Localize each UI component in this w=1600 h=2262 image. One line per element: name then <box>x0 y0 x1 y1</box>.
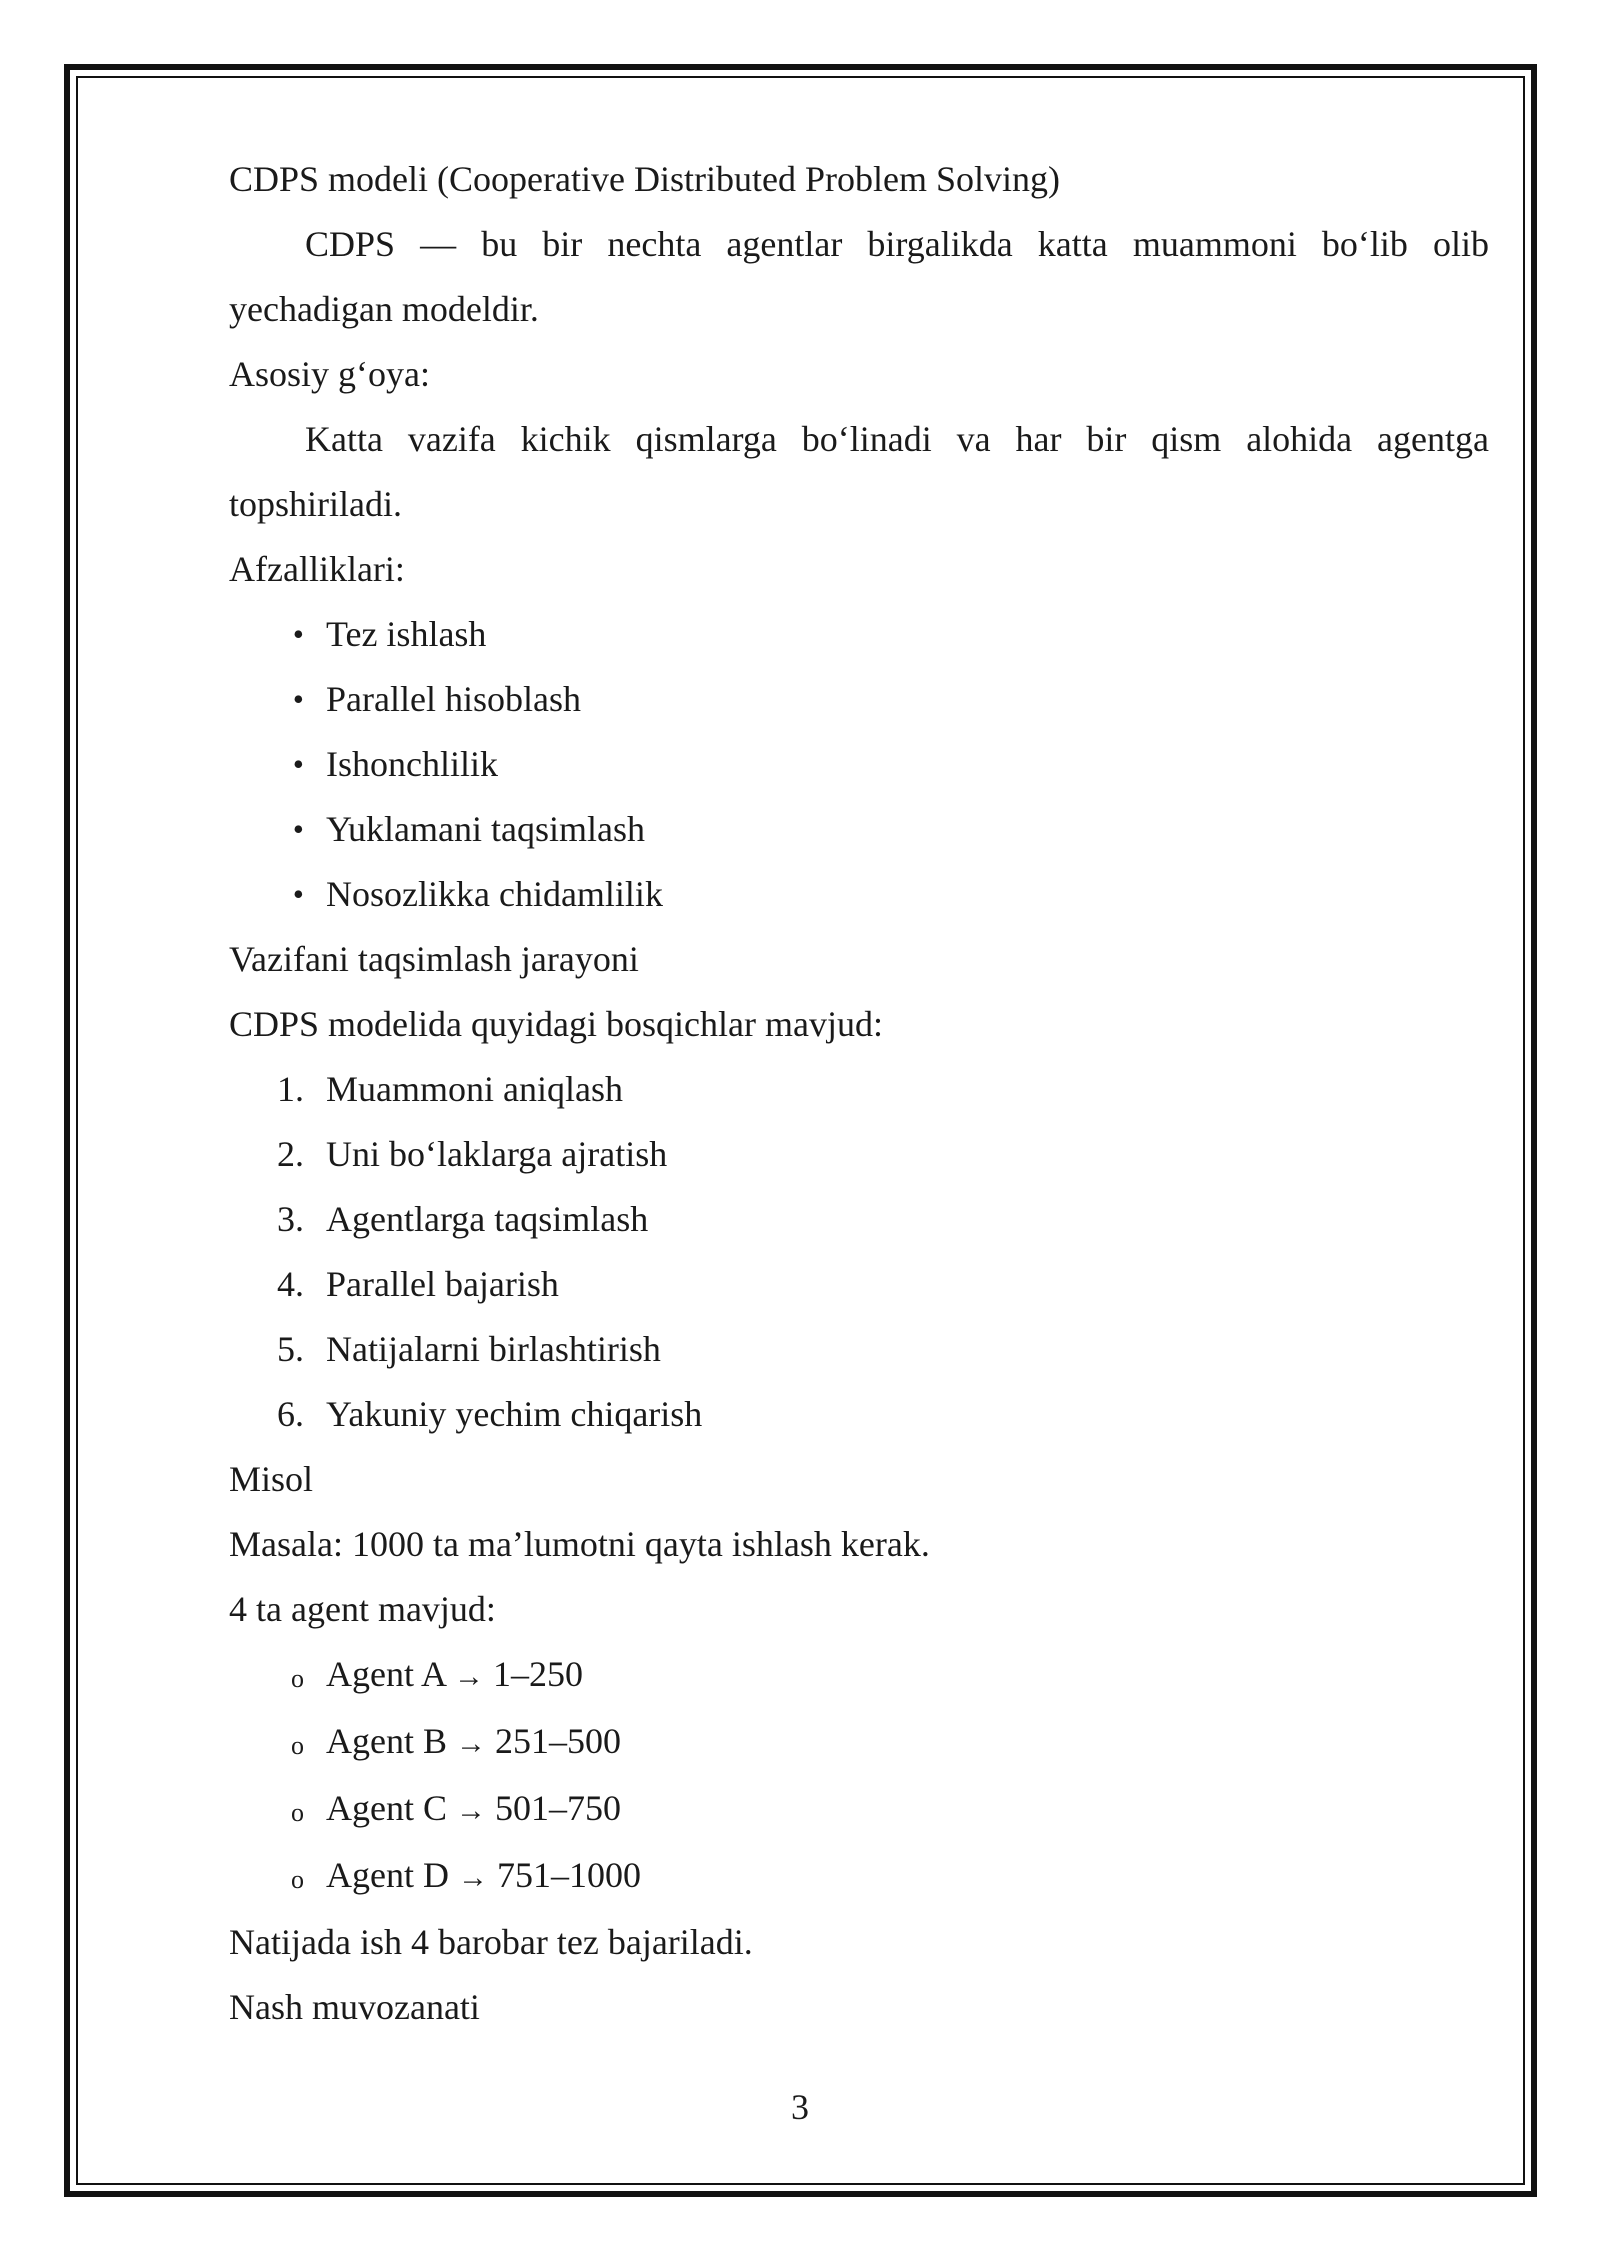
list-number: 3. <box>277 1199 304 1239</box>
list-number: 6. <box>277 1394 304 1434</box>
advantages-heading: Afzalliklari: <box>229 549 405 589</box>
list-item <box>229 1187 1489 1252</box>
list-item <box>229 667 1489 732</box>
agent-name: Agent C <box>326 1788 447 1828</box>
bullet-icon: • <box>292 811 304 847</box>
bullet-icon: • <box>292 876 304 912</box>
main-idea-heading: Asosiy g‘oya: <box>229 354 430 394</box>
agent-range: 1–250 <box>493 1654 584 1694</box>
list-item-text: Parallel bajarish <box>326 1264 559 1304</box>
agent-name: Agent D <box>326 1855 449 1895</box>
advantages-list <box>229 602 1489 927</box>
circle-bullet-icon: o <box>291 1865 304 1894</box>
list-item-text: Natijalarni birlashtirish <box>326 1329 661 1369</box>
list-item <box>229 862 1489 927</box>
list-number: 4. <box>277 1264 304 1304</box>
distribution-heading: Vazifani taqsimlash jarayoni <box>229 939 639 979</box>
circle-bullet-icon: o <box>291 1664 304 1693</box>
circle-bullet-icon: o <box>291 1798 304 1827</box>
list-item <box>229 602 1489 667</box>
list-item <box>229 1057 1489 1122</box>
list-item-text: Muammoni aniqlash <box>326 1069 623 1109</box>
list-item-text: Tez ishlash <box>326 614 487 654</box>
list-item <box>229 1122 1489 1187</box>
list-item <box>229 732 1489 797</box>
bullet-icon: • <box>292 616 304 652</box>
definition-paragraph: CDPS — bu bir nechta agentlar birgalikda katta muammoni bo‘lib olib yechadigan modeldir. <box>229 224 1489 329</box>
stages-list <box>229 1057 1489 1447</box>
agent-range: 251–500 <box>495 1721 621 1761</box>
list-item <box>229 1317 1489 1382</box>
arrow-right-icon: → <box>457 1861 488 1894</box>
stages-intro: CDPS modelida quyidagi bosqichlar mavjud: <box>229 1004 883 1044</box>
bullet-icon: • <box>292 746 304 782</box>
list-number: 1. <box>277 1069 304 1109</box>
example-heading: Misol <box>229 1459 314 1499</box>
list-item <box>229 1776 1489 1843</box>
list-number: 2. <box>277 1134 304 1174</box>
list-item <box>229 1843 1489 1910</box>
agent-name: Agent B <box>326 1721 447 1761</box>
list-item <box>229 797 1489 862</box>
next-section-heading: Nash muvozanati <box>229 1987 480 2027</box>
list-item-text: Agentlarga taqsimlash <box>326 1199 649 1239</box>
result-line: Natijada ish 4 barobar tez bajariladi. <box>229 1922 753 1962</box>
bullet-icon: • <box>292 681 304 717</box>
arrow-right-icon: → <box>456 1727 486 1760</box>
list-item-text: Parallel hisoblash <box>326 679 581 719</box>
agents-list <box>229 1642 1489 1910</box>
list-item-text: Uni bo‘laklarga ajratish <box>326 1134 668 1174</box>
document-body <box>229 147 1489 2040</box>
list-item <box>229 1642 1489 1709</box>
list-item <box>229 1382 1489 1447</box>
list-item-text: Nosozlikka chidamlilik <box>326 874 663 914</box>
agent-range: 501–750 <box>495 1788 621 1828</box>
list-number: 5. <box>277 1329 304 1369</box>
section-title: CDPS modeli (Cooperative Distributed Problem Solving) <box>229 159 1060 199</box>
arrow-right-icon: → <box>454 1660 485 1693</box>
arrow-right-icon: → <box>456 1794 486 1827</box>
circle-bullet-icon: o <box>291 1731 304 1760</box>
list-item-text: Yuklamani taqsimlash <box>326 809 645 849</box>
list-item <box>229 1709 1489 1776</box>
page-number: 3 <box>791 2087 809 2127</box>
example-task: Masala: 1000 ta ma’lumotni qayta ishlash kerak. <box>229 1524 930 1564</box>
agents-intro: 4 ta agent mavjud: <box>229 1589 496 1629</box>
list-item-text: Ishonchlilik <box>326 744 498 784</box>
main-idea-paragraph: Katta vazifa kichik qismlarga bo‘linadi va har bir qism alohida agentga topshiriladi. <box>229 419 1489 524</box>
list-item-text: Yakuniy yechim chiqarish <box>326 1394 703 1434</box>
agent-name: Agent A <box>326 1654 446 1694</box>
list-item <box>229 1252 1489 1317</box>
agent-range: 751–1000 <box>496 1855 641 1895</box>
